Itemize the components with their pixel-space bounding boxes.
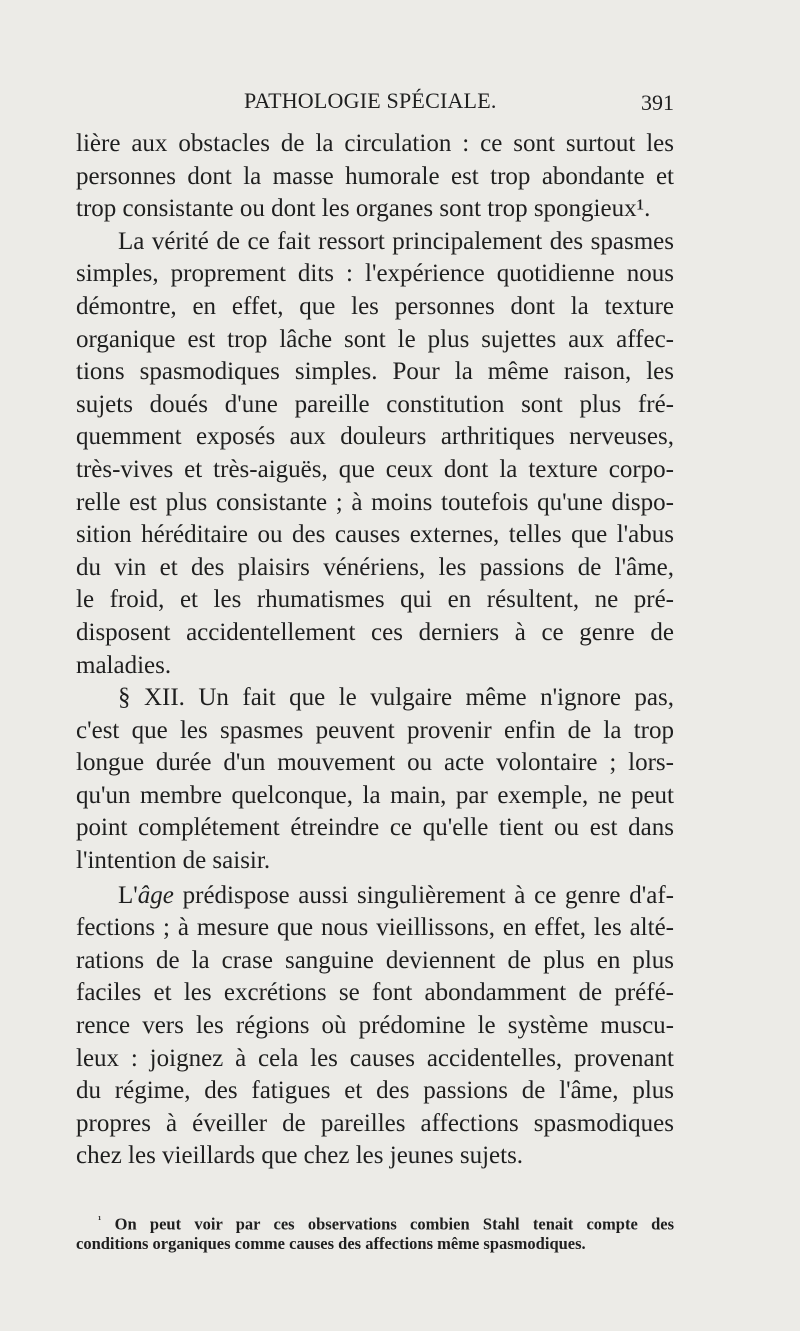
text-line: démontre, en effet, que les personnes dont la texture <box>76 292 674 320</box>
text-line: c'est que les spasmes peuvent provenir enfin de la trop <box>76 716 674 744</box>
text-line: lière aux obstacles de la circulation : ce sont surtout les <box>76 130 674 157</box>
text-line: La vérité de ce fait ressort principalement des spasmes <box>118 227 674 255</box>
text-line: qu'un membre quelconque, la main, par exemple, ne peut <box>76 781 674 809</box>
running-title: PATHOLOGIE SPÉCIALE. <box>244 88 497 113</box>
text-line: sition héréditaire ou des causes externes, telles que l'abus <box>76 521 674 549</box>
text-line: très-vives et très-aiguës, que ceux dont la texture corpo- <box>76 455 674 483</box>
footnote-text-1: On peut voir par ces observations combien Stahl tenait compte des <box>114 1214 675 1234</box>
text-line: le froid, et les rhumatismes qui en résultent, ne pré- <box>76 586 674 614</box>
text-line: quemment exposés aux douleurs arthritiques nerveuses, <box>76 423 674 451</box>
section-heading-line: § XII. Un fait que le vulgaire même n'ignore pas, <box>118 684 674 712</box>
text-line: faciles et les excrétions se font abondamment de préfé- <box>76 979 674 1007</box>
page-header <box>76 88 674 120</box>
text-line: organique est trop lâche sont le plus sujettes aux affec- <box>76 325 674 353</box>
text-line: chez les vieillards que chez les jeunes sujets. <box>76 1142 524 1170</box>
page-number: 391 <box>641 90 674 115</box>
text-line: maladies. <box>76 651 172 679</box>
footnote-marker: ¹ <box>98 1214 102 1226</box>
text-line: sujets doués d'une pareille constitution sont plus fré- <box>76 390 674 418</box>
text-line: point complétement étreindre ce qu'elle tient ou est dans <box>76 814 674 842</box>
text-line: du vin et des plaisirs vénériens, les passions de l'âme, <box>76 553 674 581</box>
text-line: l'intention de saisir. <box>76 847 271 875</box>
text-line: rations de la crase sanguine deviennent de plus en plus <box>76 946 674 974</box>
text-line: tions spasmodiques simples. Pour la même raison, les <box>76 358 674 386</box>
text-line: du régime, des fatigues et des passions de l'âme, plus <box>76 1077 674 1105</box>
footnote-line: conditions organiques comme causes des affections même spasmodiques. <box>76 1234 586 1253</box>
footnote-line <box>76 1208 674 1232</box>
age-line-rest: prédispose aussi singulièrement à ce genre d'af- <box>182 881 675 909</box>
text-line: trop consistante ou dont les organes sont trop spongieux¹. <box>76 195 651 223</box>
text-line: rence vers les régions où prédomine le système muscu- <box>76 1012 674 1040</box>
text-line: disposent accidentellement ces derniers à ce genre de <box>76 618 674 646</box>
text-line: fections ; à mesure que nous vieillissons, en effet, les alté- <box>76 914 674 942</box>
text-line: leux : joignez à cela les causes accidentelles, provenant <box>76 1044 674 1072</box>
footnote <box>76 1208 674 1256</box>
text-line: personnes dont la masse humorale est trop abondante et <box>76 162 674 190</box>
age-prefix: L' <box>118 881 138 909</box>
text-line: simples, proprement dits : l'expérience quotidienne nous <box>76 260 674 288</box>
body-text <box>76 128 674 1173</box>
age-word: âge <box>137 881 174 909</box>
text-line: propres à éveiller de pareilles affections spasmodiques <box>76 1109 674 1137</box>
text-line-age <box>76 880 674 913</box>
text-line: relle est plus consistante ; à moins toutefois qu'une dispo- <box>76 488 674 516</box>
text-line: longue durée d'un mouvement ou acte volontaire ; lors- <box>76 749 674 777</box>
